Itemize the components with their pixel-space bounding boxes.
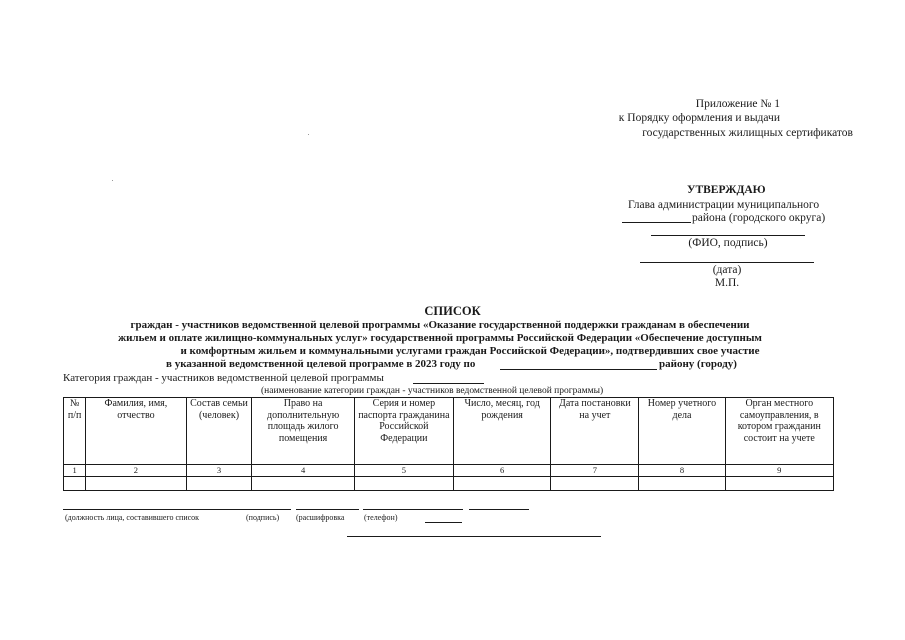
sign-line (296, 509, 359, 510)
appendix-line-2: к Порядку оформления и выдачи (618, 112, 780, 124)
table-cell (725, 477, 833, 491)
table-cell (454, 477, 551, 491)
approve-line-2: района (городского округа) (692, 212, 826, 224)
column-number: 2 (86, 465, 186, 477)
approve-seal: М.П. (714, 277, 740, 289)
list-title: СПИСОК (424, 304, 481, 318)
district-blank-line (622, 222, 691, 223)
column-number: 7 (551, 465, 639, 477)
bottom-line (347, 536, 601, 537)
table-header-row (64, 398, 834, 465)
phone-line (469, 509, 529, 510)
table-cell (354, 477, 453, 491)
scan-speck (308, 134, 309, 135)
approve-date: (дата) (712, 264, 742, 276)
table-row-column-numbers (64, 465, 834, 477)
heading-line-2: жильем и оплате жилищно-коммунальных услуг» государственной программы Российской Федерации «Обеспечение доступным (118, 332, 762, 344)
header-cell-passport: Серия и номер паспорта гражданина Российской Федерации (354, 398, 453, 465)
heading-line-4a: в указанной ведомственной целевой программе в 2023 году по (166, 358, 476, 370)
scan-speck (112, 180, 113, 181)
heading-line-4b: району (городу) (659, 358, 737, 370)
table-cell (639, 477, 725, 491)
header-cell-number: № п/п (64, 398, 86, 465)
table-cell (252, 477, 354, 491)
table-cell (64, 477, 86, 491)
decode-line (363, 509, 463, 510)
column-number: 1 (64, 465, 86, 477)
heading-line-3: и комфортным жильем и коммунальными услугами граждан Российской Федерации», подтвердивших свое участие (180, 345, 760, 357)
citizens-table (63, 397, 834, 491)
category-blank-line (413, 383, 484, 384)
position-line (63, 509, 291, 510)
column-number: 4 (252, 465, 354, 477)
signature-phone: (телефон) (364, 513, 398, 522)
heading-line-1: граждан - участников ведомственной целевой программы «Оказание государственной поддержки гражданам в обеспечении (130, 319, 750, 331)
signature-sign: (подпись) (246, 513, 280, 522)
signature-position: (должность лица, составившего список (65, 513, 200, 522)
column-number: 9 (725, 465, 833, 477)
header-cell-authority: Орган местного самоуправления, в котором гражданин состоит на учете (725, 398, 833, 465)
appendix-line-1: Приложение № 1 (695, 98, 780, 110)
approve-title: УТВЕРЖДАЮ (687, 184, 766, 196)
approve-line-1: Глава администрации муниципального (628, 199, 820, 211)
table-cell (551, 477, 639, 491)
category-label: Категория граждан - участников ведомственной целевой программы (63, 372, 384, 384)
category-hint: (наименование категории граждан - участников ведомственной целевой программы) (261, 386, 604, 396)
table-row-empty (64, 477, 834, 491)
header-cell-registration-date: Дата постановки на учет (551, 398, 639, 465)
header-cell-birth-date: Число, месяц, год рождения (454, 398, 551, 465)
header-cell-family: Состав семьи (человек) (186, 398, 252, 465)
header-cell-name: Фамилия, имя, отчество (86, 398, 186, 465)
column-number: 5 (354, 465, 453, 477)
table-cell (186, 477, 252, 491)
column-number: 3 (186, 465, 252, 477)
phone-extra-line (425, 522, 462, 523)
approve-fio: (ФИО, подпись) (688, 237, 768, 249)
column-number: 8 (639, 465, 725, 477)
appendix-line-3: государственных жилищных сертификатов (642, 127, 853, 139)
header-cell-extra-area: Право на дополнительную площадь жилого помещения (252, 398, 354, 465)
district-line (500, 369, 657, 370)
header-cell-case-number: Номер учетного дела (639, 398, 725, 465)
column-number: 6 (454, 465, 551, 477)
table-cell (86, 477, 186, 491)
signature-decode: (расшифровка (296, 513, 345, 522)
